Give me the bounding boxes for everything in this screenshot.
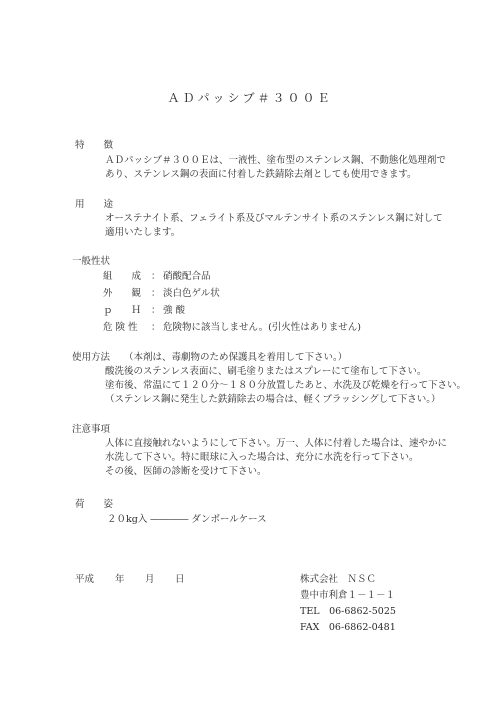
date-year: 年	[115, 574, 125, 585]
features-heading: 特 徴	[75, 140, 114, 151]
property-value: 淡白色ゲル状	[163, 288, 220, 299]
property-label: ｐ Ｈ	[103, 305, 142, 316]
cautions-heading: 注意事項	[72, 424, 111, 435]
method-heading: 使用方法	[72, 352, 111, 363]
property-separator: ：	[151, 288, 161, 299]
cautions-line: 水洗して下さい。特に眼球に入った場合は、充分に水洗を行って下さい。	[105, 452, 419, 463]
date-month: 月	[145, 574, 155, 585]
usage-line: オーステナイト系、フェライト系及びマルテンサイト系のステンレス鋼に対して	[105, 213, 443, 224]
property-value: 硝酸配合品	[163, 271, 211, 282]
document-title: ＡＤパッシブ＃３００Ｅ	[167, 91, 333, 105]
company-fax: FAX 06-6862-0481	[300, 622, 396, 633]
property-separator: ：	[151, 271, 161, 282]
cautions-line: 人体に直接触れないようにして下さい。万一、人体に付着した場合は、速やかに	[105, 438, 448, 449]
usage-heading: 用 途	[75, 199, 114, 210]
property-label: 危 険 性	[103, 322, 138, 333]
features-line: ＡＤパッシブ＃３００Ｅは、一液性、塗布型のステンレス鋼、不動態化処理剤で	[105, 155, 446, 166]
method-note: （本剤は、毒劇物のため保護具を着用して下さい。）	[124, 352, 348, 363]
method-line: 塗布後、常温にて１２０分～１８０分放置したあと、水洗及び乾燥を行って下さい。	[105, 380, 467, 391]
property-separator: ：	[151, 305, 161, 316]
usage-line: 適用いたします。	[105, 227, 181, 238]
packaging-line: ２０kg入 ―――― ダンボールケース	[107, 514, 267, 525]
property-value: 強 酸	[163, 305, 186, 316]
company-address: 豊中市利倉１－１－１	[300, 590, 396, 601]
properties-heading: 一般性状	[72, 256, 111, 267]
date-era: 平成	[75, 574, 95, 585]
property-label: 組 成	[103, 271, 142, 282]
date-day: 日	[175, 574, 185, 585]
method-line: 酸洗後のステンレス表面に、刷毛塗りまたはスプレーにて塗布して下さい。	[105, 366, 427, 377]
property-row	[103, 272, 211, 282]
packaging-heading: 荷 姿	[75, 499, 114, 510]
property-value: 危険物に該当しません。(引火性はありません)	[163, 322, 361, 333]
property-row	[103, 323, 361, 333]
company-name: 株式会社 ＮＳＣ	[300, 574, 377, 585]
property-row	[103, 306, 185, 316]
features-line: あり、ステンレス鋼の表面に付着した鉄錆除去剤としても使用できます。	[105, 169, 417, 180]
cautions-line: その後、医師の診断を受けて下さい。	[105, 466, 267, 477]
property-label: 外 観	[103, 288, 142, 299]
company-tel: TEL 06-6862-5025	[300, 606, 396, 617]
property-row	[103, 289, 220, 299]
property-separator: ：	[151, 322, 161, 333]
method-line: （ステンレス鋼に発生した鉄錆除去の場合は、軽くブラッシングして下さい。）	[105, 394, 441, 405]
